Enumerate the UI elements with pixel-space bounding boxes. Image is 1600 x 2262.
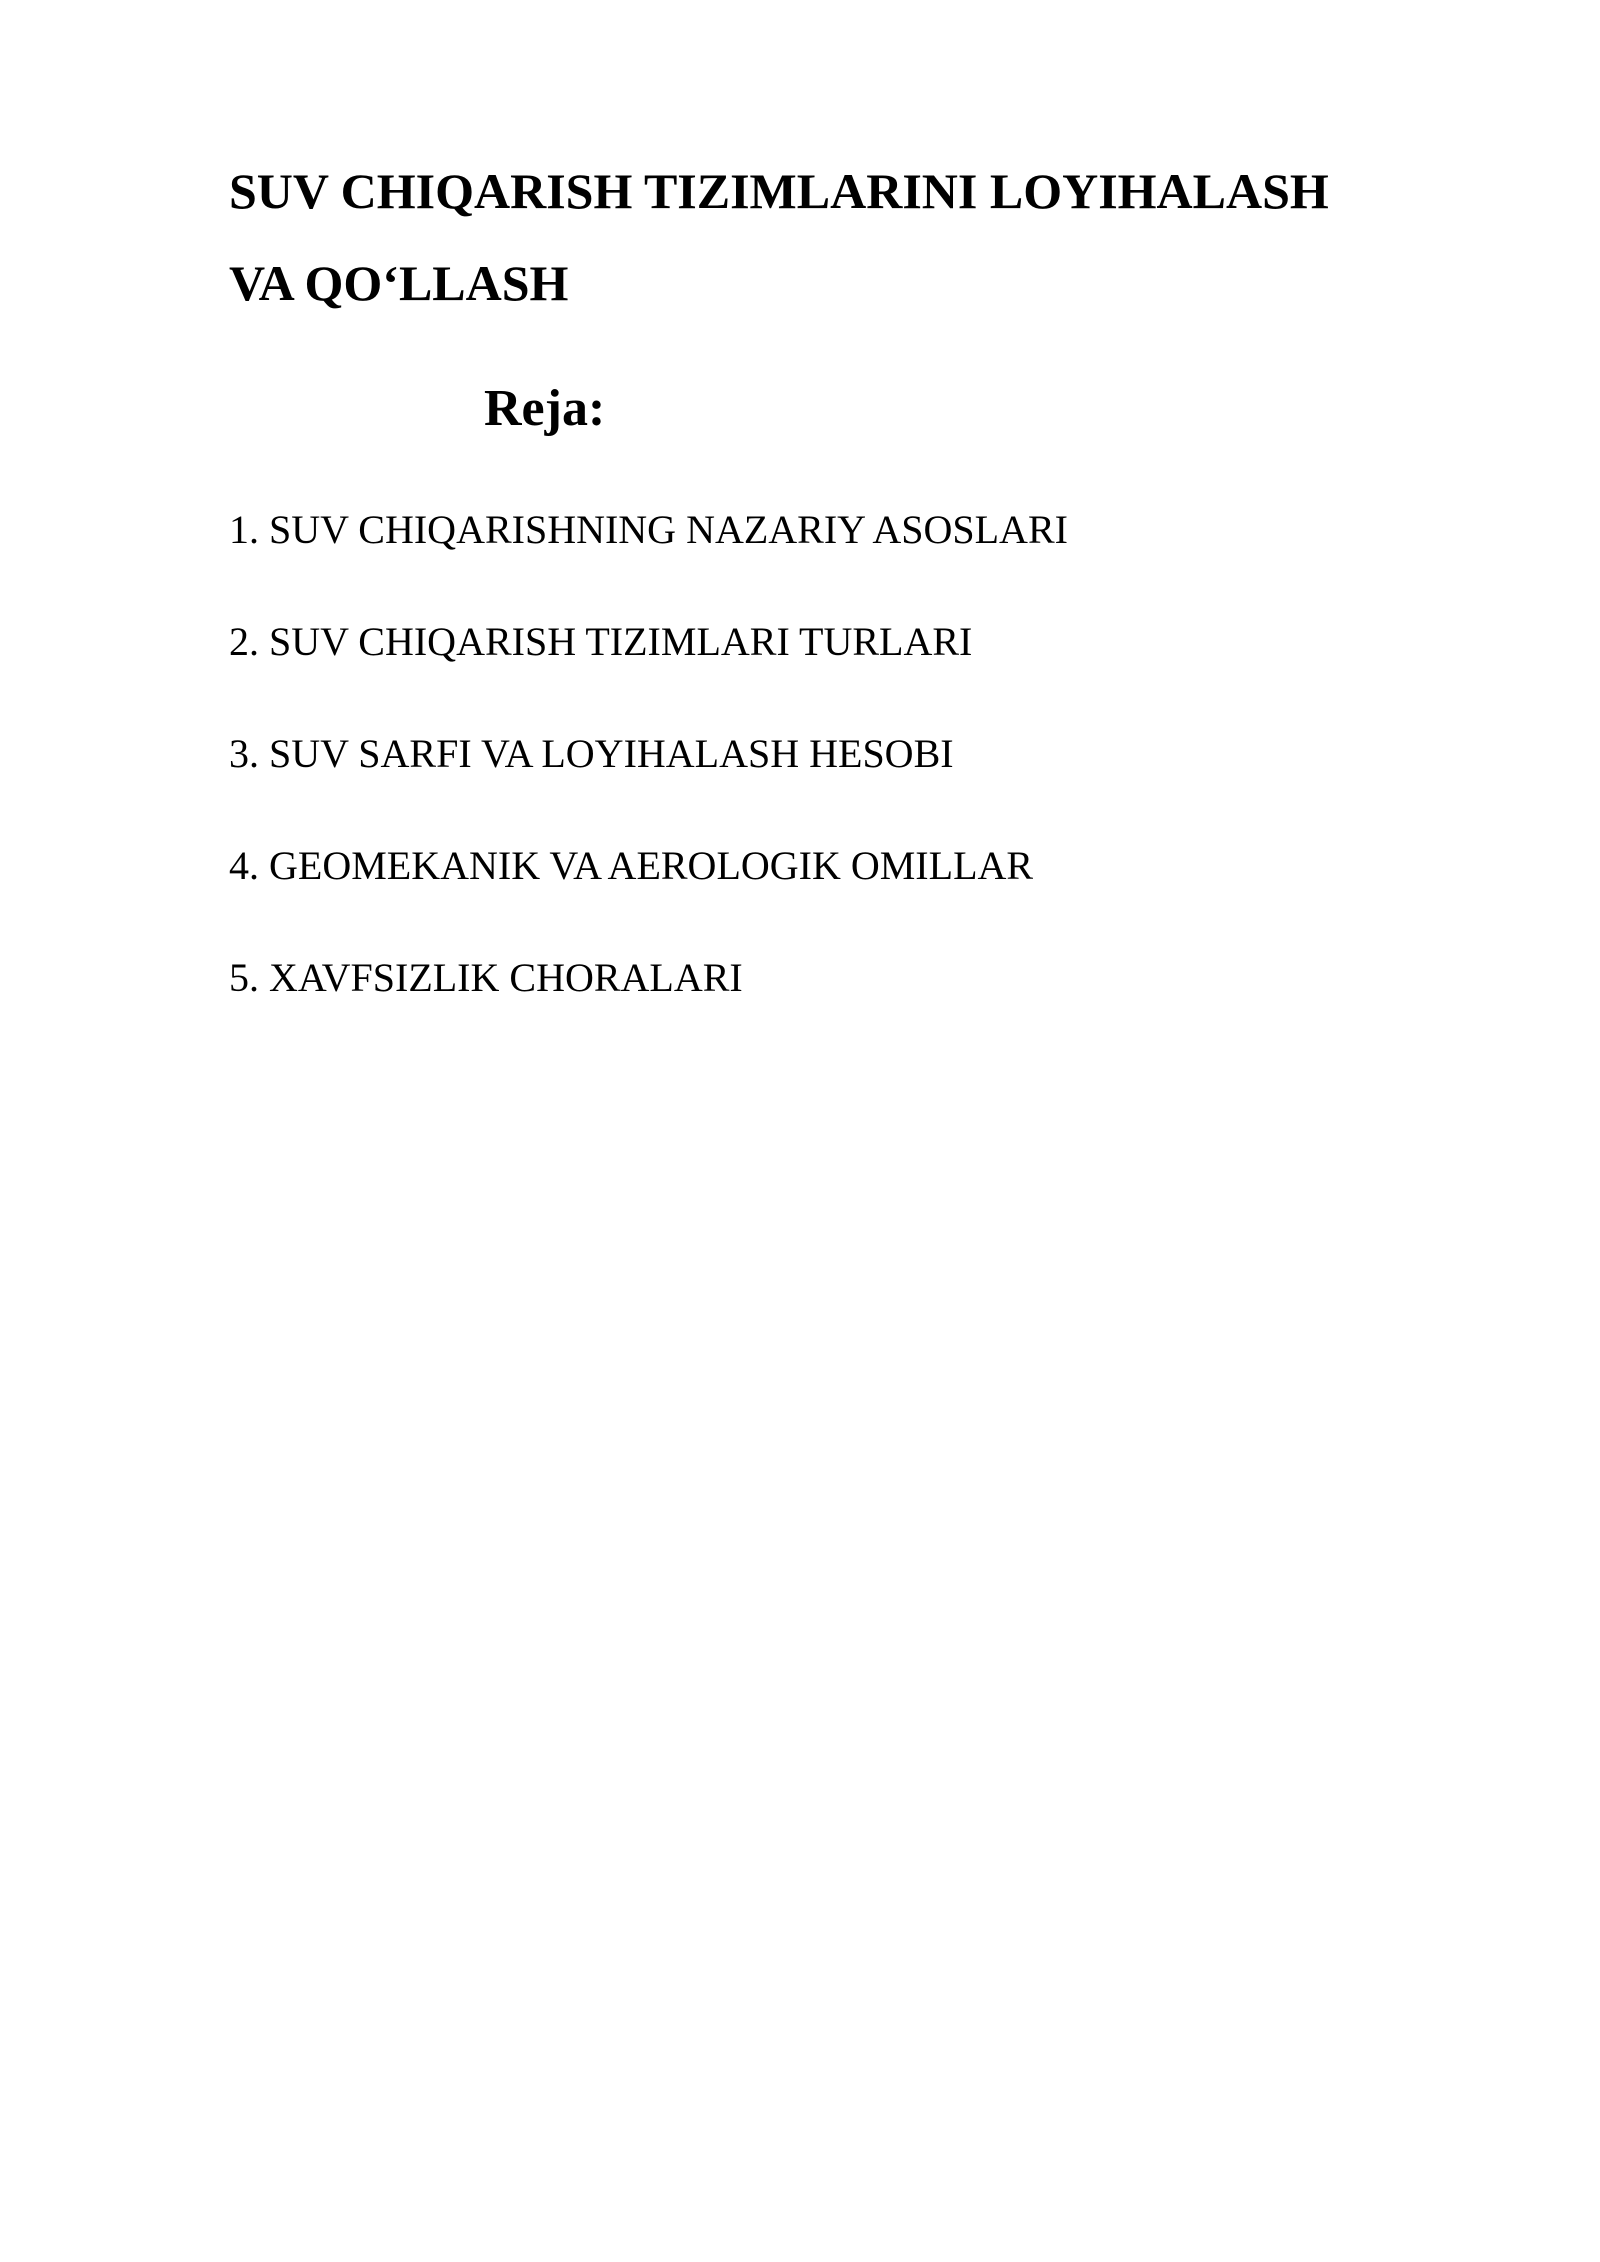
plan-item-1: 1. SUV CHIQARISHNING NAZARIY ASOSLARI [229,507,1068,552]
document-title-line-1: SUV CHIQARISH TIZIMLARINI LOYIHALASH [229,163,1329,219]
plan-item-3: 3. SUV SARFI VA LOYIHALASH HESOBI [229,731,954,776]
plan-item-2: 2. SUV CHIQARISH TIZIMLARI TURLARI [229,619,973,664]
document-title [229,145,1469,329]
document-title-line-2: VA QO‘LLASH [229,255,569,311]
plan-item-5: 5. XAVFSIZLIK CHORALARI [229,955,743,1000]
plan-list [229,500,1068,1060]
plan-item-4: 4. GEOMEKANIK VA AEROLOGIK OMILLAR [229,843,1034,888]
plan-heading: Reja: [484,380,606,437]
